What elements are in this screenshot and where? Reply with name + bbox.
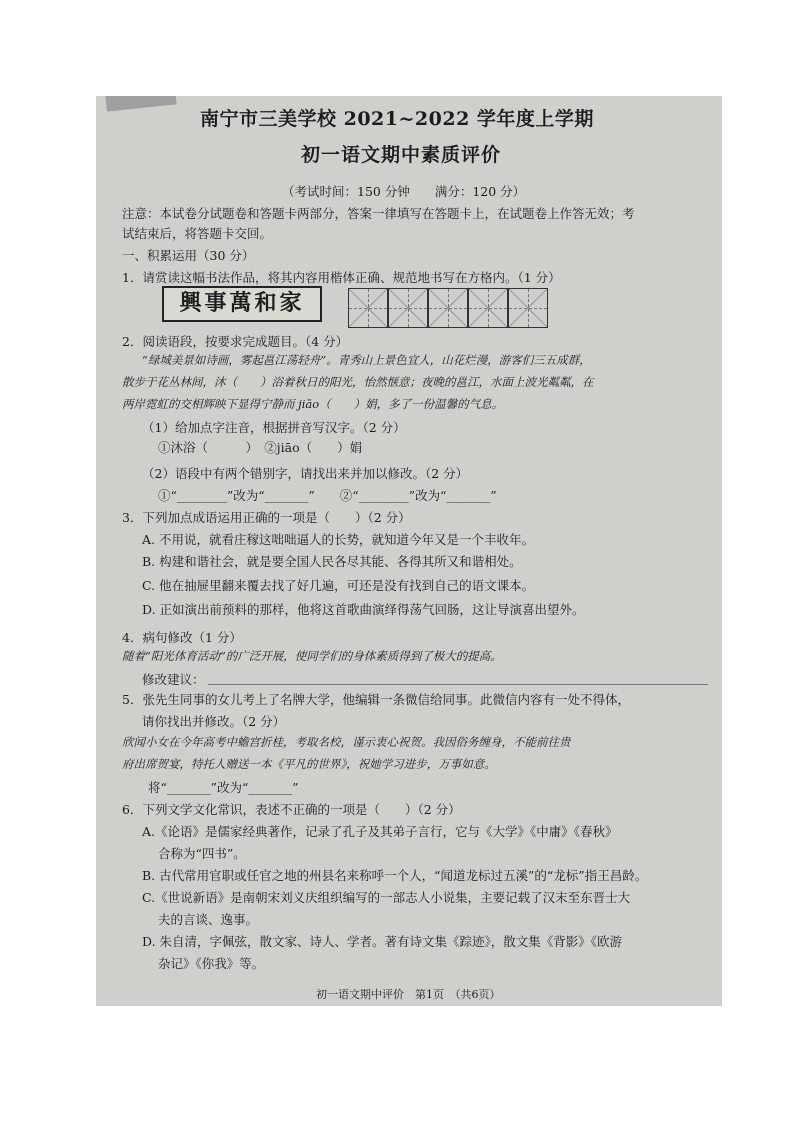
page-footer: 初一语文期中评价 第1页 （共6页） xyxy=(316,988,501,1001)
exam-title-school: 南宁市三美学校 2021~2022 学年度上学期 xyxy=(200,108,594,130)
q1-stem: 1．请赏读这幅书法作品，将其内容用楷体正确、规范地书写在方格内。（1 分） xyxy=(122,270,561,285)
q6-stem: 6．下列文学文化常识，表述不正确的一项是（ ）（2 分） xyxy=(122,802,461,817)
q5-stem-line-2: 请你找出并修改。（2 分） xyxy=(142,714,286,729)
q4-sentence: 随着“阳光体育活动”的广泛开展，使同学们的身体素质得到了极大的提高。 xyxy=(122,649,502,663)
q6-option-a-line-1: A.《论语》是儒家经典著作，记录了孔子及其弟子言行，它与《大学》《中庸》《春秋》 xyxy=(142,824,618,839)
grid-cell[interactable] xyxy=(428,288,468,328)
grid-cell[interactable] xyxy=(388,288,428,328)
q3-option-d: D. 正如演出前预料的那样，他将这首歌曲演绎得荡气回肠，这让导演喜出望外。 xyxy=(142,602,585,617)
q4-answer-line[interactable] xyxy=(208,684,708,685)
grid-cell[interactable] xyxy=(508,288,548,328)
section-heading: 一、积累运用（30 分） xyxy=(122,248,255,263)
q2-passage-line-1: “绿城美景如诗画，雾起邕江荡轻舟”。青秀山上景色宜人，山花烂漫，游客们三五成群， xyxy=(142,353,591,367)
q5-message-line-2: 府出席贺宴，特托人赠送一本《平凡的世界》，祝她学习进步，万事如意。 xyxy=(122,757,496,771)
q5-message-line-1: 欣闻小女在今年高考中蟾宫折桂，考取名校，谨示衷心祝贺。我因俗务缠身，不能前往贵 xyxy=(122,735,571,749)
exam-info: （考试时间：150 分钟 满分：120 分） xyxy=(282,184,526,199)
q6-option-d-line-1: D. 朱自清，字佩弦，散文家、诗人、学者。著有诗文集《踪迹》，散文集《背影》《欧游 xyxy=(142,934,623,949)
q6-option-b: B. 古代常用官职或任官之地的州县名来称呼一个人，“闻道龙标过五溪”的“龙标”指王昌龄。 xyxy=(142,868,648,883)
q4-answer-label: 修改建议： xyxy=(142,672,205,687)
q2-sub1-stem: （1）给加点字注音，根据拼音写汉字。（2 分） xyxy=(142,420,406,435)
q2-sub1-items[interactable]: ①沐浴（ ） ②jiāo（ ）娟 xyxy=(158,440,363,455)
calligraphy-artwork: 興事萬和家 xyxy=(162,286,322,322)
q3-option-c: C. 他在抽屉里翻来覆去找了好几遍，可还是没有找到自己的语文课本。 xyxy=(142,578,535,593)
notice-line-2: 试结束后，将答题卡交回。 xyxy=(122,226,273,241)
q6-option-c-line-2: 夫的言谈、逸事。 xyxy=(158,912,259,927)
q2-passage-line-2: 散步于花丛林间，沐（ ）浴着秋日的阳光，怡然惬意；夜晚的邕江，水面上波光粼粼，在 xyxy=(122,375,594,389)
grid-cell[interactable] xyxy=(348,288,388,328)
exam-page xyxy=(96,96,722,1006)
q6-option-c-line-1: C.《世说新语》是南朝宋刘义庆组织编写的一部志人小说集，主要记载了汉末至东晋士大 xyxy=(142,890,631,905)
q3-option-b: B. 构建和谐社会，就是要全国人民各尽其能、各得其所又和谐相处。 xyxy=(142,554,522,569)
q2-sub2-stem: （2）语段中有两个错别字，请找出来并加以修改。（2 分） xyxy=(142,466,469,481)
grid-cell[interactable] xyxy=(468,288,508,328)
q2-stem: 2．阅读语段，按要求完成题目。（4 分） xyxy=(122,334,349,349)
corner-mark xyxy=(105,96,176,112)
exam-title-subject: 初一语文期中素质评价 xyxy=(301,144,502,166)
q5-stem-line-1: 5．张先生同事的女儿考上了名牌大学，他编辑一条微信给同事。此微信内容有一处不得体， xyxy=(122,692,630,707)
q5-answer[interactable]: 将“_______”改为“_______” xyxy=(148,780,299,795)
q2-sub2-items[interactable]: ①“________”改为“_______” ②“________”改为“_______” xyxy=(158,488,497,503)
q3-option-a: A. 不用说，就看庄稼这咄咄逼人的长势，就知道今年又是一个丰收年。 xyxy=(142,532,534,547)
q6-option-d-line-2: 杂记》《你我》等。 xyxy=(158,956,265,971)
q6-option-a-line-2: 合称为“四书”。 xyxy=(158,846,246,861)
q3-stem: 3．下列加点成语运用正确的一项是（ ）（2 分） xyxy=(122,510,411,525)
q4-stem: 4．病句修改（1 分） xyxy=(122,630,242,645)
q2-passage-line-3: 两岸霓虹的交相辉映下显得宁静而 jiāo（ ）娟，多了一份温馨的气息。 xyxy=(122,397,504,411)
notice-line-1: 注意：本试卷分试题卷和答题卡两部分，答案一律填写在答题卡上，在试题卷上作答无效；考 xyxy=(122,206,635,221)
